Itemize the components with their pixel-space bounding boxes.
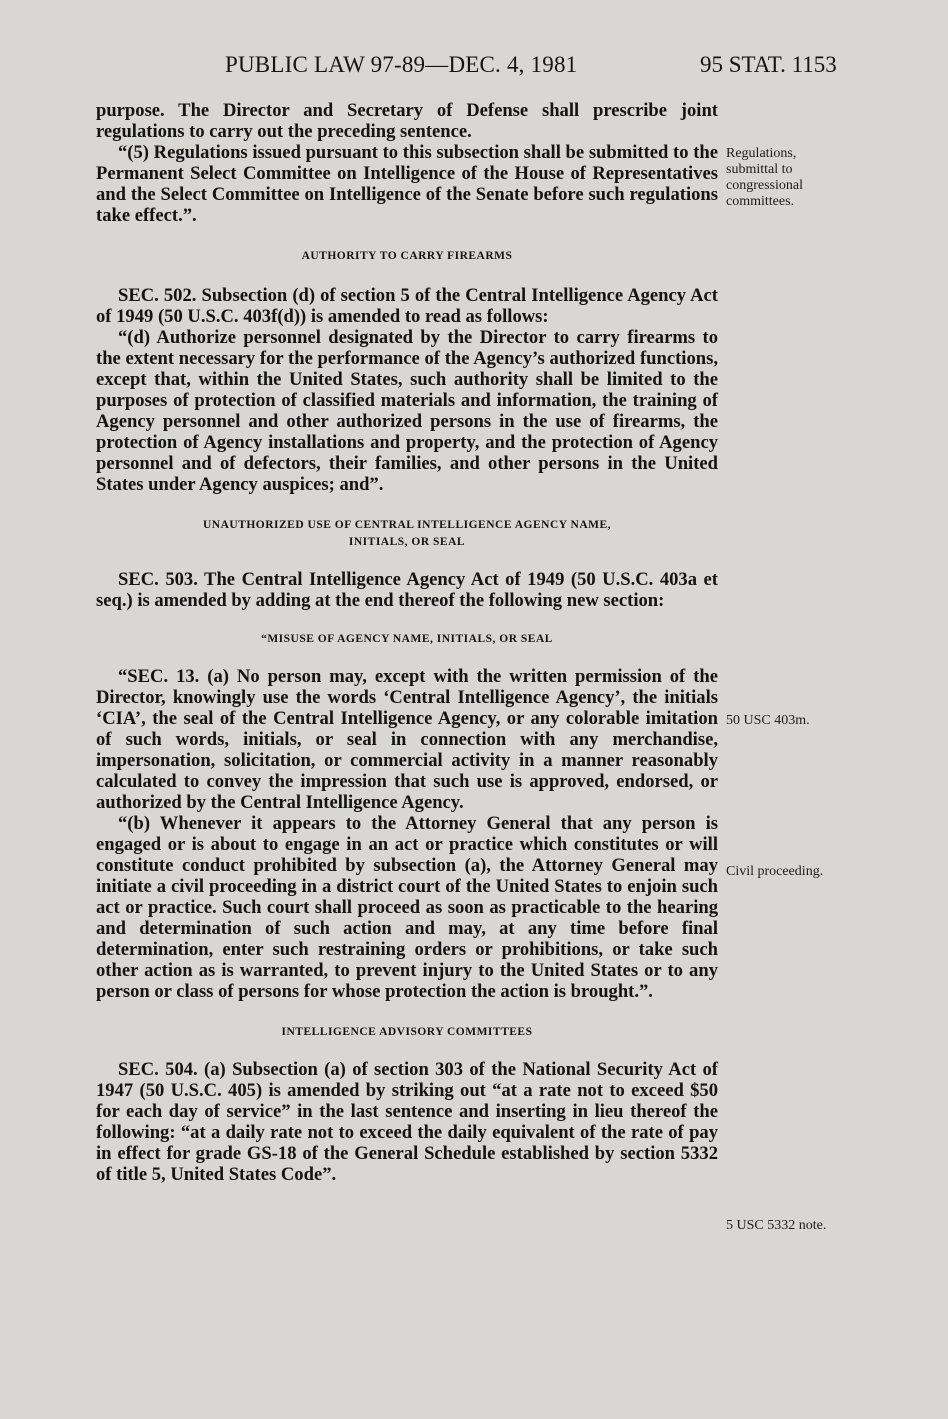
running-header-title: PUBLIC LAW 97-89—DEC. 4, 1981 [225,52,578,77]
section-heading: INTELLIGENCE ADVISORY COMMITTEES [281,1026,533,1038]
paragraph: “SEC. 13. (a) No person may, except with the written permission of the Director, knowingly use the words ‘Central Intelligence Agency’, the initials ‘CIA’, the seal of the Central Intelligence Agency, or any colorable imitation of such words, initials, or seal in connection with any merchandise, impersonation, solicitation, or commercial activity in a manner reasonably calculated to convey the impression that such use is approved, endorsed, or authorized by the Central Intelligence Agency. [96,666,718,813]
section-heading: INITIALS, OR SEAL [348,536,466,548]
margin-note-5usc5332: 5 USC 5332 note. [726,1218,827,1233]
margin-note-regulations: Regulations, submittal to congressional committees. [726,146,803,209]
margin-note-civil-proceeding: Civil proceeding. [726,864,824,879]
section-heading: AUTHORITY TO CARRY FIREARMS [301,250,513,262]
paragraph: SEC. 502. Subsection (d) of section 5 of the Central Intelligence Agency Act of 1949 (50 U.S.C. 403f(d)) is amended to read as follows: [96,285,718,327]
main-text [96,100,718,1185]
section-heading: UNAUTHORIZED USE OF CENTRAL INTELLIGENCE AGENCY NAME, [202,519,612,531]
running-header-page: 95 STAT. 1153 [700,52,837,77]
paragraph: SEC. 504. (a) Subsection (a) of section 303 of the National Security Act of 1947 (50 U.S.C. 405) is amended by striking out “at a rate not to exceed $50 for each day of service” in the last sentence and inserting in lieu thereof the following: “at a daily rate not to exceed the daily equivalent of the rate of pay in effect for grade GS-18 of the General Schedule established by section 5332 of title 5, United States Code”. [96,1059,718,1185]
paragraph: SEC. 503. The Central Intelligence Agency Act of 1949 (50 U.S.C. 403a et seq.) is amended by adding at the end thereof the following new section: [96,569,718,611]
paragraph: “(b) Whenever it appears to the Attorney General that any person is engaged or is about to engage in an act or practice which constitutes or will constitute conduct prohibited by subsection (a), the Attorney General may initiate a civil proceeding in a district court of the United States to enjoin such act or practice. Such court shall proceed as soon as practicable to the hearing and determination of such action and may, at any time before final determination, enter such restraining orders or prohibitions, or take such other action as is warranted, to prevent injury to the United States or to any person or class of persons for whose protection the action is brought.”. [96,813,718,1002]
margin-note-50usc403m: 50 USC 403m. [726,713,810,728]
section-heading: “MISUSE OF AGENCY NAME, INITIALS, OR SEAL [261,633,553,645]
paragraph: “(5) Regulations issued pursuant to this subsection shall be submitted to the Permanent Select Committee on Intelligence of the House of Representatives and the Select Committee on Intelligence of the Senate before such regulations take effect.”. [96,142,718,226]
paragraph: purpose. The Director and Secretary of Defense shall prescribe joint regulations to carry out the preceding sentence. [96,100,718,142]
paragraph: “(d) Authorize personnel designated by the Director to carry firearms to the extent necessary for the performance of the Agency’s authorized functions, except that, within the United States, such authority shall be limited to the purposes of protection of classified materials and information, the training of Agency personnel and other authorized persons in the use of firearms, the protection of Agency installations and property, and the protection of Agency personnel and of defectors, their families, and other persons in the United States under Agency auspices; and”. [96,327,718,495]
